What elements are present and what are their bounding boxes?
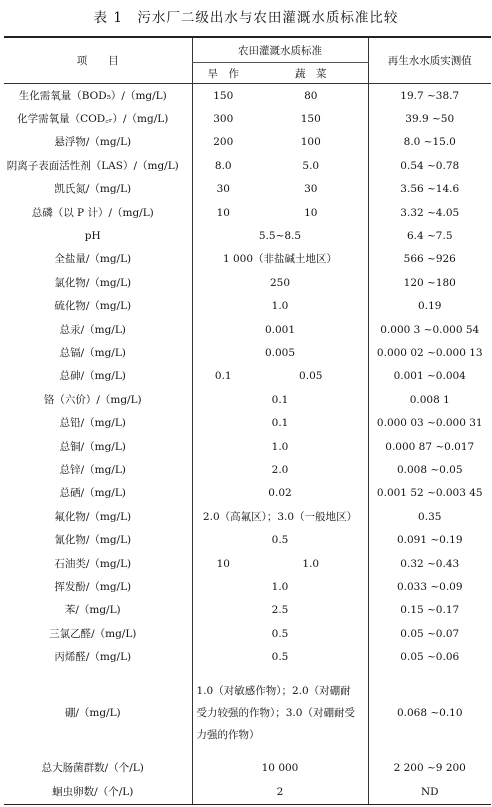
row-measured-value: 0.000 03 ~0.000 31 (368, 411, 491, 434)
water-quality-table (4, 36, 491, 805)
row-item-label: 总磷（以 P 计）/（mg/L) (31, 206, 154, 219)
row-standard-value: 1.0 (192, 295, 368, 318)
row-item-label: 总铅/（mg/L) (59, 417, 126, 430)
table-row (4, 435, 491, 458)
table-row (4, 131, 491, 154)
row-measured-value: 39.9 ~50 (368, 107, 491, 130)
row-item-label: 总硒/（mg/L) (59, 487, 126, 500)
row-dryland-value: 8.0 (192, 154, 254, 177)
row-item-label: 挥发酚/（mg/L) (54, 580, 132, 593)
row-standard-value: 0.5 (192, 622, 368, 645)
row-standard-value: 2 (192, 780, 368, 804)
header-standard-group: 农田灌溉水质标准 (192, 37, 368, 63)
table-row (4, 365, 491, 388)
header-dryland: 旱 作 (192, 63, 254, 84)
table-row (4, 528, 491, 551)
row-measured-value: 3.32 ~4.05 (368, 201, 491, 224)
table-row (4, 575, 491, 598)
table-row (4, 341, 491, 364)
header-vegetable: 蔬 菜 (254, 63, 368, 84)
table-body (4, 84, 491, 805)
row-standard-value: 0.005 (192, 341, 368, 364)
row-item-label: 总镉/（mg/L) (59, 346, 126, 359)
row-dryland-value: 30 (192, 178, 254, 201)
row-vegetable-value: 80 (304, 89, 318, 102)
row-item-label: 总锌/（mg/L) (59, 463, 126, 476)
row-vegetable-value: 5.0 (302, 159, 320, 172)
row-vegetable-value: 10 (304, 206, 318, 219)
row-measured-value: 0.001 ~0.004 (368, 365, 491, 388)
table-row (4, 388, 491, 411)
table-title: 表 1 污水厂二级出水与农田灌溉水质标准比较 (93, 10, 399, 26)
row-item-label: 三氯乙醛/（mg/L) (49, 627, 137, 640)
row-standard-value: 0.1 (192, 411, 368, 434)
table-row (4, 780, 491, 804)
row-item-label: 生化需氧量（BOD₅）/（mg/L) (18, 89, 167, 102)
row-standard-value: 5.5~8.5 (192, 224, 368, 247)
row-item-label: 硼/（mg/L) (64, 706, 121, 719)
row-measured-value: 0.54 ~0.78 (368, 154, 491, 177)
row-measured-value: 0.008 1 (368, 388, 491, 411)
row-standard-value: 2.5 (192, 599, 368, 622)
row-measured-value: 0.000 87 ~0.017 (368, 435, 491, 458)
row-measured-value: 0.000 3 ~0.000 54 (368, 318, 491, 341)
row-standard-value: 10 000 (192, 757, 368, 780)
table-row (4, 505, 491, 528)
row-standard-value: 0.1 (192, 388, 368, 411)
header-measured: 再生水水质实测值 (368, 37, 491, 84)
row-item-label: 总铜/（mg/L) (59, 440, 126, 453)
row-item-label: 铬（六价）/（mg/L) (43, 393, 142, 406)
row-measured-value: 19.7 ~38.7 (368, 84, 491, 108)
table-row (4, 757, 491, 780)
row-measured-value: ND (368, 780, 491, 804)
row-standard-value: 1.0（对敏感作物）；2.0（对硼耐受力较强的作物）；3.0（对硼耐受力强的作物） (192, 669, 368, 757)
row-measured-value: 0.19 (368, 295, 491, 318)
table-row (4, 201, 491, 224)
row-standard-value: 0.02 (192, 482, 368, 505)
row-item-label: 氰化物/（mg/L) (54, 534, 132, 547)
row-dryland-value: 0.1 (192, 365, 254, 388)
row-item-label: 氯化物/（mg/L) (54, 276, 132, 289)
row-standard-value: 2.0（高氟区）；3.0（一般地区） (192, 505, 368, 528)
row-vegetable-value: 150 (300, 113, 321, 126)
row-standard-value: 2.0 (192, 458, 368, 481)
table-row (4, 154, 491, 177)
row-measured-value: 3.56 ~14.6 (368, 178, 491, 201)
row-measured-value: 6.4 ~7.5 (368, 224, 491, 247)
row-item-label: 悬浮物/（mg/L) (54, 136, 132, 149)
table-row (4, 645, 491, 668)
table-row (4, 271, 491, 294)
table-row (4, 599, 491, 622)
row-standard-value: 250 (192, 271, 368, 294)
row-item-label: 总汞/（mg/L) (59, 323, 126, 336)
row-dryland-value: 200 (192, 131, 254, 154)
row-measured-value: 0.068 ~0.10 (368, 669, 491, 757)
row-measured-value: 0.32 ~0.43 (368, 552, 491, 575)
table-row (4, 107, 491, 130)
table-row (4, 622, 491, 645)
table-row (4, 318, 491, 341)
row-measured-value: 0.15 ~0.17 (368, 599, 491, 622)
table-row (4, 482, 491, 505)
row-item-label: 硫化物/（mg/L) (54, 300, 132, 313)
table-row (4, 458, 491, 481)
header-item: 项 目 (4, 37, 192, 84)
table-row (4, 295, 491, 318)
row-measured-value: 0.001 52 ~0.003 45 (368, 482, 491, 505)
row-measured-value: 8.0 ~15.0 (368, 131, 491, 154)
row-standard-value: 1.0 (192, 575, 368, 598)
row-dryland-value: 10 (192, 201, 254, 224)
row-measured-value: 566 ~926 (368, 248, 491, 271)
row-measured-value: 0.05 ~0.07 (368, 622, 491, 645)
row-item-label: 总砷/（mg/L) (59, 370, 126, 383)
row-standard-value: 0.001 (192, 318, 368, 341)
row-item-label: 凯氏氮/（mg/L) (54, 183, 132, 196)
row-dryland-value: 300 (192, 107, 254, 130)
table-row (4, 669, 491, 757)
table-row (4, 411, 491, 434)
row-standard-value: 0.5 (192, 528, 368, 551)
row-measured-value: 0.05 ~0.06 (368, 645, 491, 668)
table-row (4, 248, 491, 271)
row-vegetable-value: 30 (304, 183, 318, 196)
row-vegetable-value: 0.05 (299, 370, 323, 383)
row-vegetable-value: 100 (300, 136, 321, 149)
row-item-label: 化学需氧量（COD꜀ᵣ）/（mg/L) (17, 113, 169, 126)
table-row (4, 552, 491, 575)
row-item-label: 苯/（mg/L) (64, 604, 121, 617)
row-item-label: 石油类/（mg/L) (54, 557, 132, 570)
row-item-label: 蛔虫卵数/（个/L) (4, 780, 192, 804)
row-standard-value: 1.0 (192, 435, 368, 458)
table-row (4, 224, 491, 247)
row-measured-value: 2 200 ~9 200 (368, 757, 491, 780)
table-row (4, 84, 491, 108)
row-measured-value: 0.000 02 ~0.000 13 (368, 341, 491, 364)
row-measured-value: 0.35 (368, 505, 491, 528)
row-standard-value: 0.5 (192, 645, 368, 668)
row-item-label: 氟化物/（mg/L) (54, 510, 132, 523)
row-vegetable-value: 1.0 (302, 557, 320, 570)
row-measured-value: 0.091 ~0.19 (368, 528, 491, 551)
row-item-label: 阴离子表面活性剂（LAS）/（mg/L) (6, 159, 179, 172)
row-measured-value: 0.033 ~0.09 (368, 575, 491, 598)
row-dryland-value: 10 (192, 552, 254, 575)
row-measured-value: 120 ~180 (368, 271, 491, 294)
row-item-label: 全盐量/（mg/L) (54, 253, 132, 266)
row-dryland-value: 150 (192, 84, 254, 108)
row-item-label: 总大肠菌群数/（个/L) (41, 762, 144, 775)
row-measured-value: 0.008 ~0.05 (368, 458, 491, 481)
row-standard-value: 1 000（非盐碱土地区） (192, 248, 368, 271)
row-item-label: pH (84, 230, 101, 243)
row-item-label: 丙烯醛/（mg/L) (54, 651, 132, 664)
table-row (4, 178, 491, 201)
